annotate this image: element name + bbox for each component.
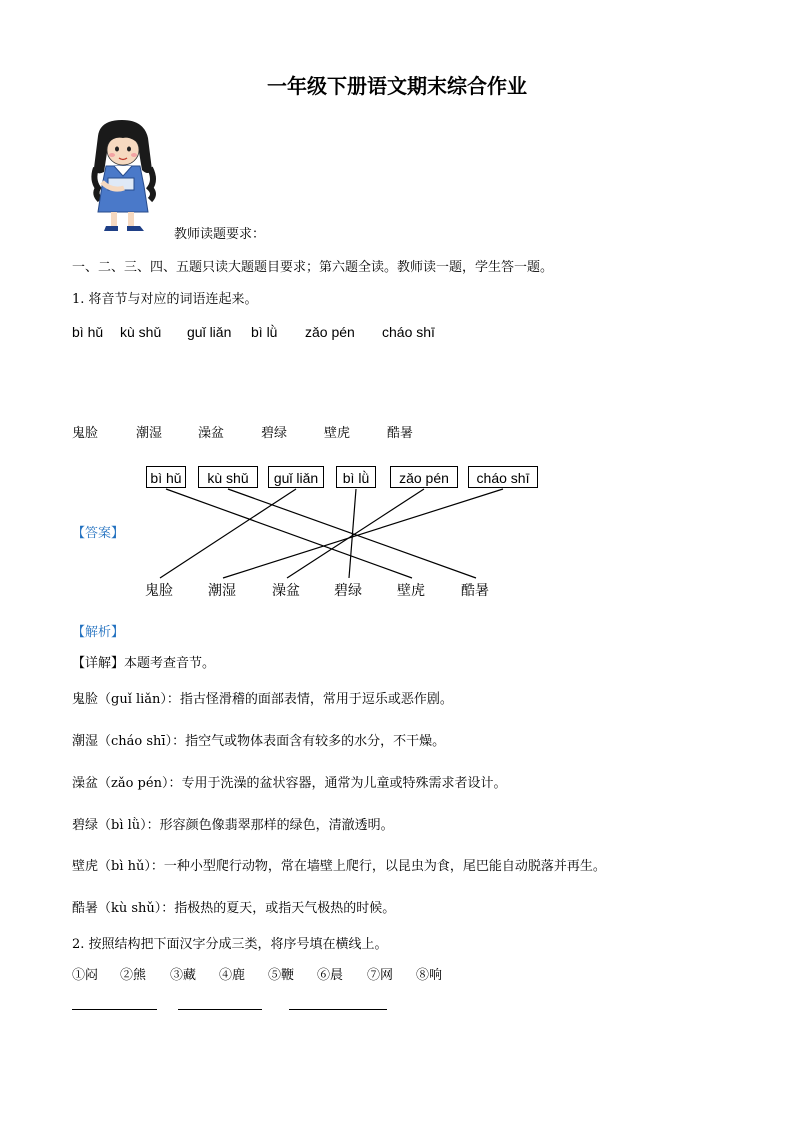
explanation-line: 鬼脸（guǐ liǎn）：指古怪滑稽的面部表情，常用于逗乐或恶作剧。 [72, 692, 453, 707]
answer-label: 【答案】 [72, 526, 125, 541]
q1-pinyin: bì lǜ [251, 324, 278, 340]
answer-word: 壁虎 [397, 583, 425, 599]
teacher-read-label: 教师读题要求： [174, 227, 266, 242]
q1-pinyin: zǎo pén [305, 324, 355, 340]
q1-pinyin: kù shǔ [120, 324, 162, 340]
question-2-prompt: 2. 按照结构把下面汉字分成三类，将序号填在横线上。 [72, 937, 388, 952]
detail-label: 【详解】本题考查音节。 [72, 656, 216, 671]
q1-word: 鬼脸 [72, 426, 99, 441]
answer-blank-2[interactable] [178, 1009, 262, 1010]
q2-item: ③藏 [170, 968, 197, 983]
explanation-line: 壁虎（bì hǔ）：一种小型爬行动物，常在墙壁上爬行，以昆虫为食，尾巴能自动脱落并再生。 [72, 859, 606, 874]
explanation-line: 澡盆（zǎo pén）：专用于洗澡的盆状容器，通常为儿童或特殊需求者设计。 [72, 776, 507, 791]
answer-pinyin-box: kù shǔ [198, 466, 258, 488]
explanation-line: 潮湿（cháo shī）：指空气或物体表面含有较多的水分，不干燥。 [72, 734, 446, 749]
question-1-prompt: 1. 将音节与对应的词语连起来。 [72, 292, 258, 307]
q1-word: 酷暑 [387, 426, 414, 441]
q1-pinyin: guǐ liǎn [187, 324, 232, 340]
q1-word: 潮湿 [136, 426, 163, 441]
answer-pinyin-box: zǎo pén [390, 466, 458, 488]
answer-pinyin-box: guǐ liǎn [268, 466, 324, 488]
q2-item: ⑥晨 [317, 968, 344, 983]
q2-item: ①闷 [72, 968, 99, 983]
q1-word: 澡盆 [198, 426, 225, 441]
q2-item: ⑦网 [367, 968, 394, 983]
answer-pinyin-box: cháo shī [468, 466, 538, 488]
explanation-line: 酷暑（kù shǔ）：指极热的夏天，或指天气极热的时候。 [72, 901, 396, 916]
instructions-text: 一、二、三、四、五题只读大题题目要求；第六题全读。教师读一题，学生答一题。 [72, 260, 554, 275]
answer-blank-3[interactable] [289, 1009, 387, 1010]
answer-word: 鬼脸 [145, 583, 173, 599]
answer-word: 酷暑 [461, 583, 489, 599]
page-title: 一年级下册语文期末综合作业 [267, 74, 527, 98]
q1-word: 碧绿 [261, 426, 288, 441]
answer-pinyin-box: bì lǜ [336, 466, 376, 488]
explanation-line: 碧绿（bì lǜ）：形容颜色像翡翠那样的绿色，清澈透明。 [72, 818, 394, 833]
q2-item: ⑤鞭 [268, 968, 295, 983]
connector-line [160, 489, 296, 578]
q1-word: 壁虎 [324, 426, 351, 441]
q2-item: ②熊 [120, 968, 147, 983]
answer-word: 澡盆 [272, 583, 300, 599]
answer-word: 碧绿 [334, 583, 362, 599]
connector-line [166, 489, 412, 578]
answer-blank-1[interactable] [72, 1009, 157, 1010]
q1-pinyin: bì hǔ [72, 324, 104, 340]
q1-pinyin: cháo shī [382, 324, 435, 340]
analysis-label: 【解析】 [72, 625, 125, 640]
answer-word: 潮湿 [208, 583, 236, 599]
q2-item: ④鹿 [219, 968, 246, 983]
answer-pinyin-box: bì hǔ [146, 466, 186, 488]
q2-item: ⑧响 [416, 968, 443, 983]
